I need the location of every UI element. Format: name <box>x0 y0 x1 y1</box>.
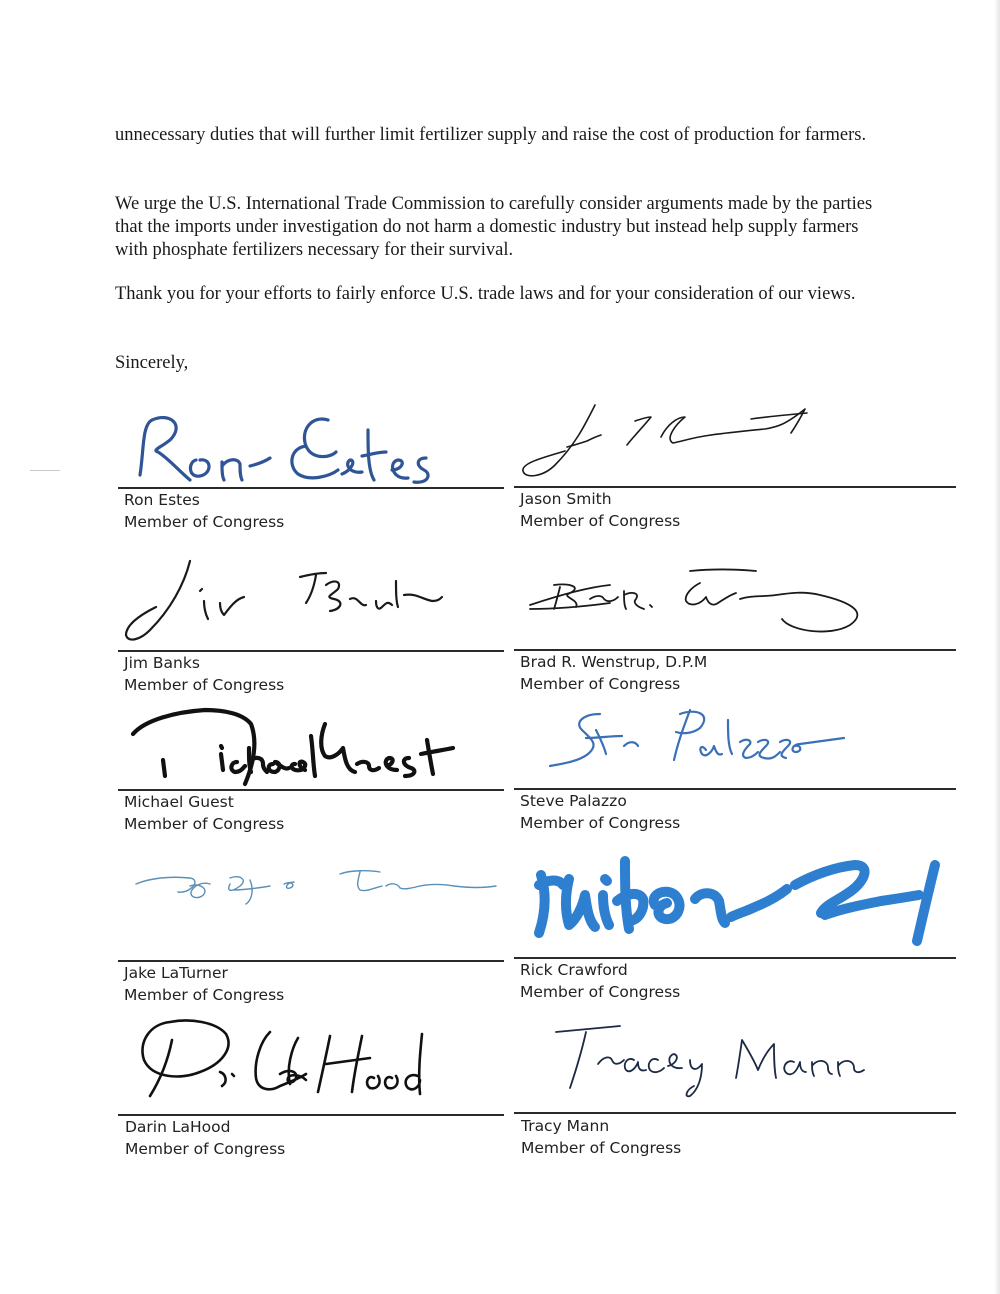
signatory-title: Member of Congress <box>520 983 681 1001</box>
signature-line <box>514 649 956 651</box>
signatory-title: Member of Congress <box>124 986 285 1004</box>
signature-image <box>130 860 500 910</box>
signature-image <box>515 395 815 485</box>
signatory-name: Jake LaTurner <box>124 964 228 982</box>
signature-line <box>118 487 504 489</box>
letter-paragraph-3: Thank you for your efforts to fairly enforce U.S. trade laws and for your consideration of our views. <box>115 284 856 304</box>
signatory-title: Member of Congress <box>521 1139 682 1157</box>
signatory-title: Member of Congress <box>125 1140 286 1158</box>
signatory-name: Michael Guest <box>124 793 234 811</box>
signature-image <box>540 700 850 780</box>
signatory-name: Rick Crawford <box>520 961 628 979</box>
signature-line <box>514 486 956 488</box>
signatory-name: Brad R. Wenstrup, D.P.M <box>520 653 708 671</box>
signatory-title: Member of Congress <box>124 815 285 833</box>
signatory-name: Tracy Mann <box>521 1117 610 1135</box>
signature-image <box>525 845 955 955</box>
letter-paragraph-2: We urge the U.S. International Trade Commission to carefully consider arguments made by the parties that the imports under investigation do not harm a domestic industry but instead help supply farmers with phosphate fertilizers necessary for their survival. <box>115 194 873 260</box>
signature-image <box>130 400 450 490</box>
scan-mark <box>30 470 60 471</box>
signature-line <box>118 650 504 652</box>
signatory-title: Member of Congress <box>520 512 681 530</box>
signatory-title: Member of Congress <box>520 814 681 832</box>
page-edge-shadow <box>994 0 1000 1294</box>
signatory-title: Member of Congress <box>124 676 285 694</box>
signatory-name: Jason Smith <box>520 490 612 508</box>
signature-image <box>130 1012 430 1107</box>
signature-image <box>120 555 450 650</box>
signature-image <box>125 700 465 790</box>
signatory-name: Steve Palazzo <box>520 792 627 810</box>
signatory-name: Ron Estes <box>124 491 200 509</box>
closing-salutation: Sincerely, <box>115 353 189 373</box>
signature-line <box>514 788 956 790</box>
signatory-name: Jim Banks <box>124 654 200 672</box>
signature-image <box>550 1020 870 1100</box>
signature-image <box>520 565 870 640</box>
signature-line <box>118 789 504 791</box>
signature-line <box>514 1112 956 1114</box>
signature-line <box>514 957 956 959</box>
signature-line <box>118 960 504 962</box>
signatory-title: Member of Congress <box>124 513 285 531</box>
signatory-title: Member of Congress <box>520 675 681 693</box>
signature-line <box>118 1114 504 1116</box>
signatory-name: Darin LaHood <box>125 1118 231 1136</box>
letter-paragraph-1: unnecessary duties that will further limit fertilizer supply and raise the cost of production for farmers. <box>115 125 867 145</box>
